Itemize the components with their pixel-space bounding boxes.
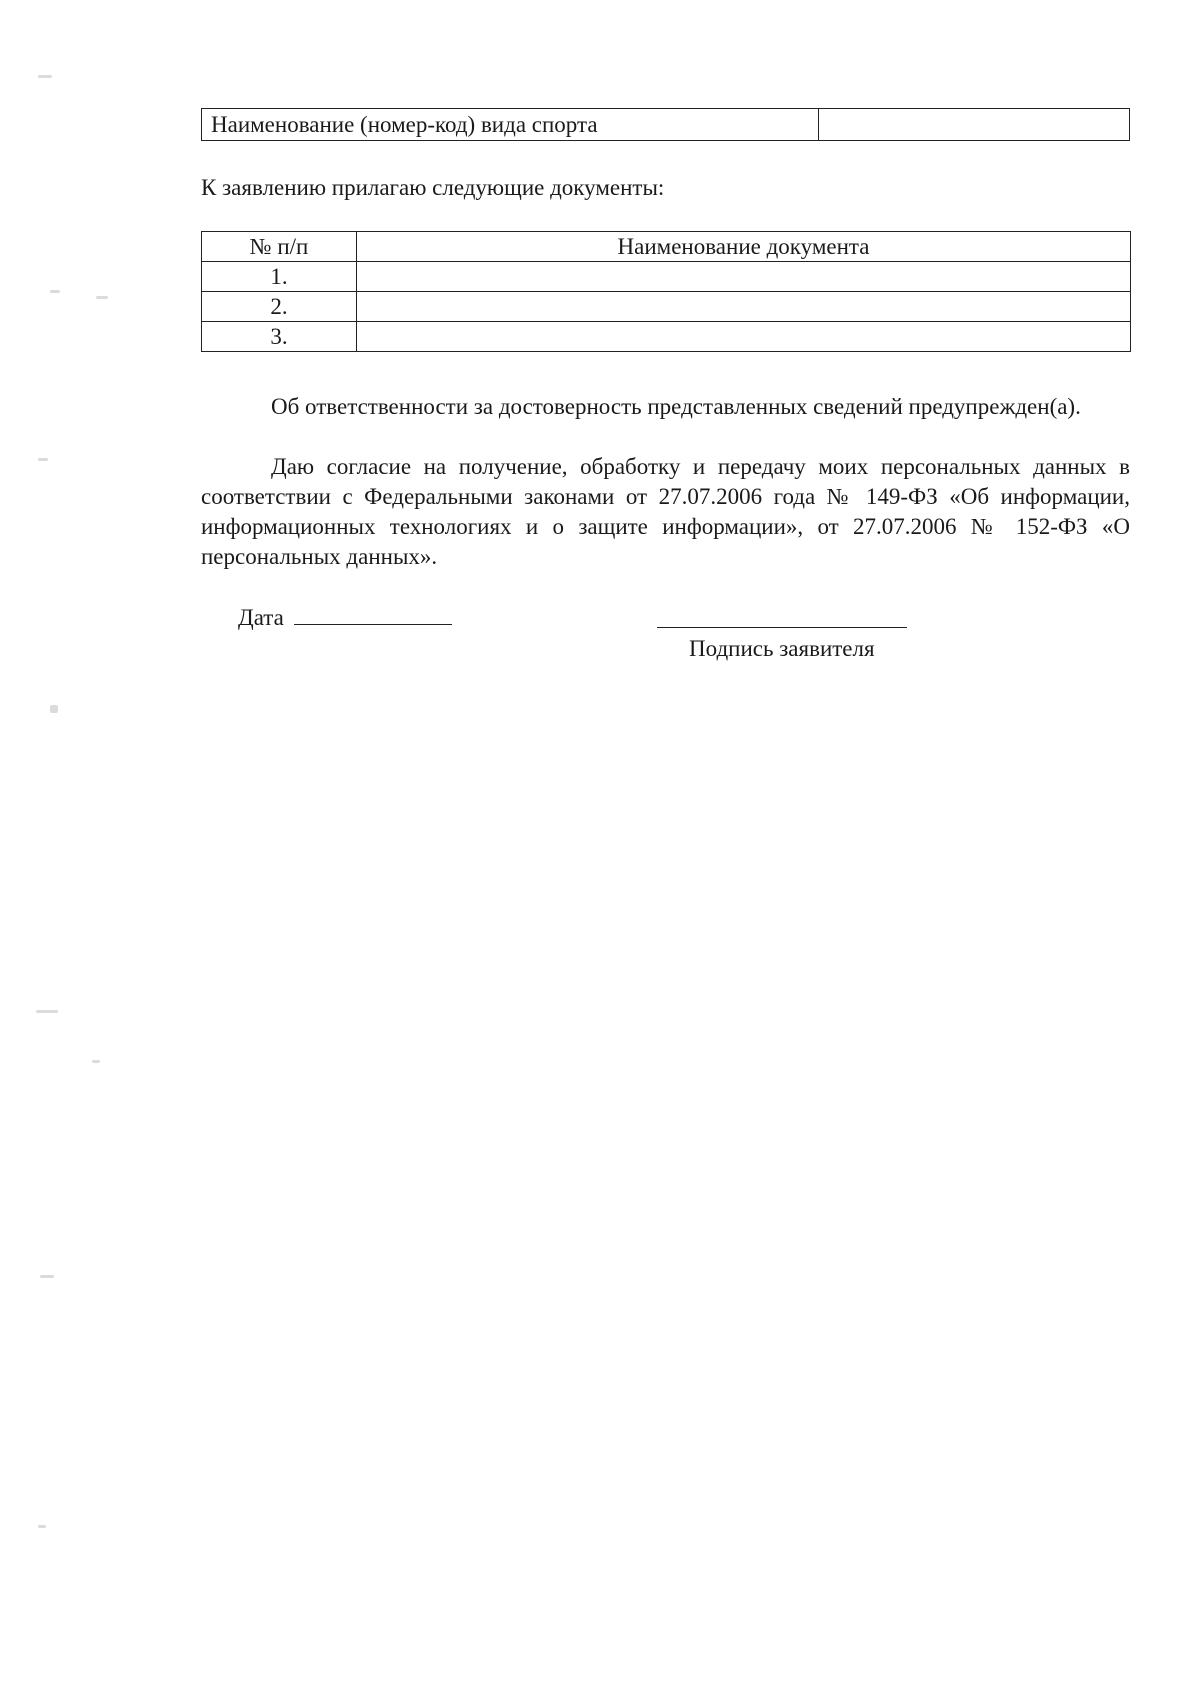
table-row [202,322,1131,352]
scan-speck [38,75,52,78]
scan-speck [50,290,60,293]
consent-paragraph: Даю согласие на получение, обработку и передачу моих персональных данных в соответствии с Федеральными законами от 27.07.2006 года № 149-ФЗ «Об информации, информационных технологиях и о защите информации», от 27.07.2006 № 152-ФЗ «О персональных данных». [201,454,1130,569]
signature-caption: Подпись заявителя [689,636,875,661]
scan-speck [50,705,58,713]
scan-speck [40,1275,54,1278]
header-document-name: Наименование документа [357,232,1131,262]
scan-speck [38,458,48,461]
scan-speck [96,296,108,299]
row-document-name [357,292,1131,322]
date-label: Дата [238,605,284,630]
table-header-row [202,232,1131,262]
row-number: 3. [202,322,357,352]
responsibility-paragraph: Об ответственности за достоверность представленных сведений предупрежден(а). [271,394,1081,419]
row-document-name [357,322,1131,352]
table-row [202,262,1131,292]
scan-speck [38,1525,46,1528]
date-field [238,602,452,633]
attachments-intro: К заявлению прилагаю следующие документы: [201,175,665,200]
signature-blank-line [657,627,907,628]
sport-type-value [819,109,1129,140]
scan-speck [36,1010,58,1013]
row-document-name [357,262,1131,292]
scan-speck [92,1060,100,1063]
sport-type-table [201,108,1130,141]
table-row [202,292,1131,322]
date-blank-line [294,602,452,625]
sport-type-label: Наименование (номер-код) вида спорта [202,109,819,140]
row-number: 1. [202,262,357,292]
header-number: № п/п [202,232,357,262]
documents-table [201,231,1131,352]
row-number: 2. [202,292,357,322]
